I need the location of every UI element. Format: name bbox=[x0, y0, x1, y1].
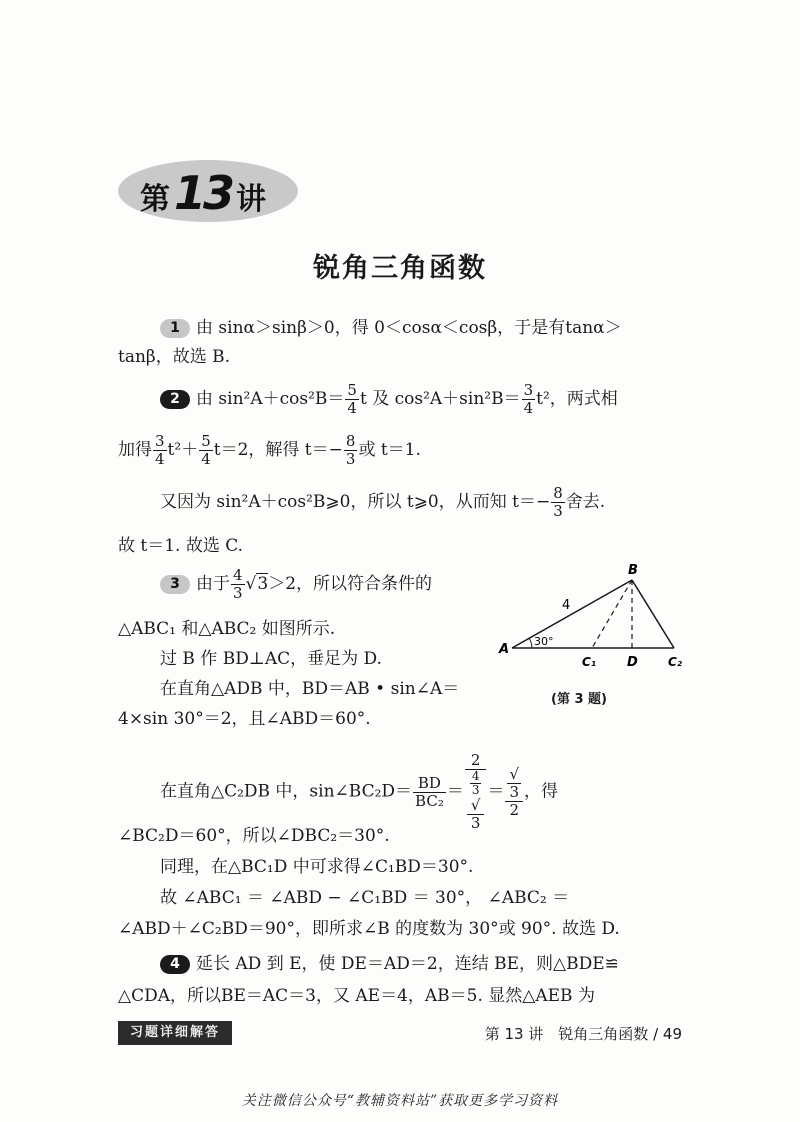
figure-caption: (第 3 题) bbox=[551, 692, 607, 707]
problem-3-line-5: 4×sin 30°＝2，且∠ABD＝60°. bbox=[118, 709, 371, 729]
label-d: D bbox=[627, 655, 638, 670]
label-b: B bbox=[628, 563, 638, 578]
footer-section-tag: 习题详细解答 bbox=[118, 1021, 232, 1045]
problem-3-line-9: 故 ∠ABC₁ ＝ ∠ABD − ∠C₁BD ＝ 30°， ∠ABC₂ ＝ bbox=[160, 888, 570, 908]
chapter-word-pre: 第 bbox=[140, 182, 170, 217]
problem-3-line-8: 同理，在△BC₁D 中可求得∠C₁BD＝30°. bbox=[160, 857, 474, 877]
problem-4-line-2: △CDA，所以BE＝AC＝3，又 AE＝4，AB＝5. 显然△AEB 为 bbox=[118, 986, 595, 1006]
problem-3-line-6: 在直角△C₂DB 中，sin∠BC₂D＝ $\frac{BD}{\text{BC₂}}$ ＝ 2 4 3 √ 3 ＝ √ 3 2 ，得 bbox=[160, 751, 559, 832]
problem-3-line-4: 在直角△ADB 中，BD＝AB • sin∠A＝ bbox=[160, 679, 460, 699]
problem-3-badge: 3 bbox=[160, 575, 190, 594]
triangle-figure bbox=[496, 560, 696, 680]
sqrt-symbol: √ bbox=[245, 574, 257, 594]
problem-1-line-2: tanβ，故选 B. bbox=[118, 347, 231, 367]
chapter-word-post: 讲 bbox=[236, 182, 267, 217]
problem-4-line-1: 4 延长 AD 到 E，使 DE＝AD＝2，连结 BE，则△BDE≌ bbox=[160, 952, 619, 976]
fraction: $\frac{3}{4}$ bbox=[155, 432, 165, 468]
fraction: $\frac{8}{3}$ bbox=[553, 484, 563, 520]
running-head: 第 13 讲 锐角三角函数 / 49 bbox=[484, 1025, 682, 1043]
problem-2-line-2: 加得 $\frac{3}{4}$ t²＋ $\frac{5}{4}$ t＝2，解得 t＝− $\frac{8}{3}$ 或 t＝1. bbox=[118, 432, 421, 468]
side-bc2 bbox=[632, 580, 674, 648]
problem-2-line-1: 2 由 sin²A＋cos²B＝ $\frac{5}{4}$ t 及 cos²A＋sin²B＝ $\frac{3}{4}$ t²，两式相 bbox=[160, 382, 618, 417]
label-a: A bbox=[499, 642, 510, 657]
fraction: √ 3 2 bbox=[505, 766, 523, 819]
problem-3-line-3: 过 B 作 BD⊥AC，垂足为 D. bbox=[160, 649, 382, 669]
problem-2-badge: 2 bbox=[160, 390, 190, 409]
label-angle: 30° bbox=[534, 635, 554, 648]
problem-4-badge: 4 bbox=[160, 955, 190, 974]
problem-2-line-4: 故 t＝1. 故选 C. bbox=[118, 536, 244, 556]
side-ab bbox=[512, 580, 632, 648]
chapter-label bbox=[140, 166, 266, 218]
fraction: $\frac{4}{3}$ bbox=[233, 566, 243, 602]
problem-2-line-3: 又因为 sin²A＋cos²B⩾0，所以 t⩾0，从而知 t＝− $\frac{8}{3}$ 舍去. bbox=[160, 484, 606, 520]
problem-3-line-10: ∠ABD＋∠C₂BD＝90°，即所求∠B 的度数为 30°或 90°. 故选 D. bbox=[118, 919, 620, 939]
fraction: $\frac{8}{3}$ bbox=[345, 432, 356, 468]
watermark: 关注微信公众号“教辅资料站”获取更多学习资料 bbox=[241, 1093, 559, 1109]
fraction: $\frac{BD}{\text{BC₂}}$ bbox=[415, 773, 444, 810]
problem-3-line-2: △ABC₁ 和△ABC₂ 如图所示. bbox=[118, 619, 336, 639]
fraction: $\frac{3}{4}$ bbox=[523, 381, 534, 417]
fraction: $\frac{5}{4}$ bbox=[347, 381, 357, 417]
fraction: $\frac{5}{4}$ bbox=[201, 432, 211, 468]
dashed-bc1 bbox=[592, 580, 632, 648]
fraction: 2 4 3 √ 3 bbox=[465, 752, 487, 832]
label-side: 4 bbox=[562, 598, 571, 613]
chapter-number: 13 bbox=[174, 166, 233, 220]
label-c2: C₂ bbox=[668, 655, 683, 669]
problem-1-badge: 1 bbox=[160, 319, 190, 338]
page-title: 锐角三角函数 bbox=[313, 253, 487, 284]
problem-3-line-1: 3 由于 $\frac{4}{3}$ √3＞2，所以符合条件的 bbox=[160, 567, 432, 602]
problem-1-line-1: 1 由 sinα＞sinβ＞0，得 0＜cosα＜cosβ，于是有tanα＞ bbox=[160, 316, 622, 340]
angle-arc bbox=[529, 638, 532, 648]
label-c1: C₁ bbox=[582, 655, 597, 669]
problem-3-line-7: ∠BC₂D＝60°，所以∠DBC₂＝30°. bbox=[118, 826, 390, 846]
